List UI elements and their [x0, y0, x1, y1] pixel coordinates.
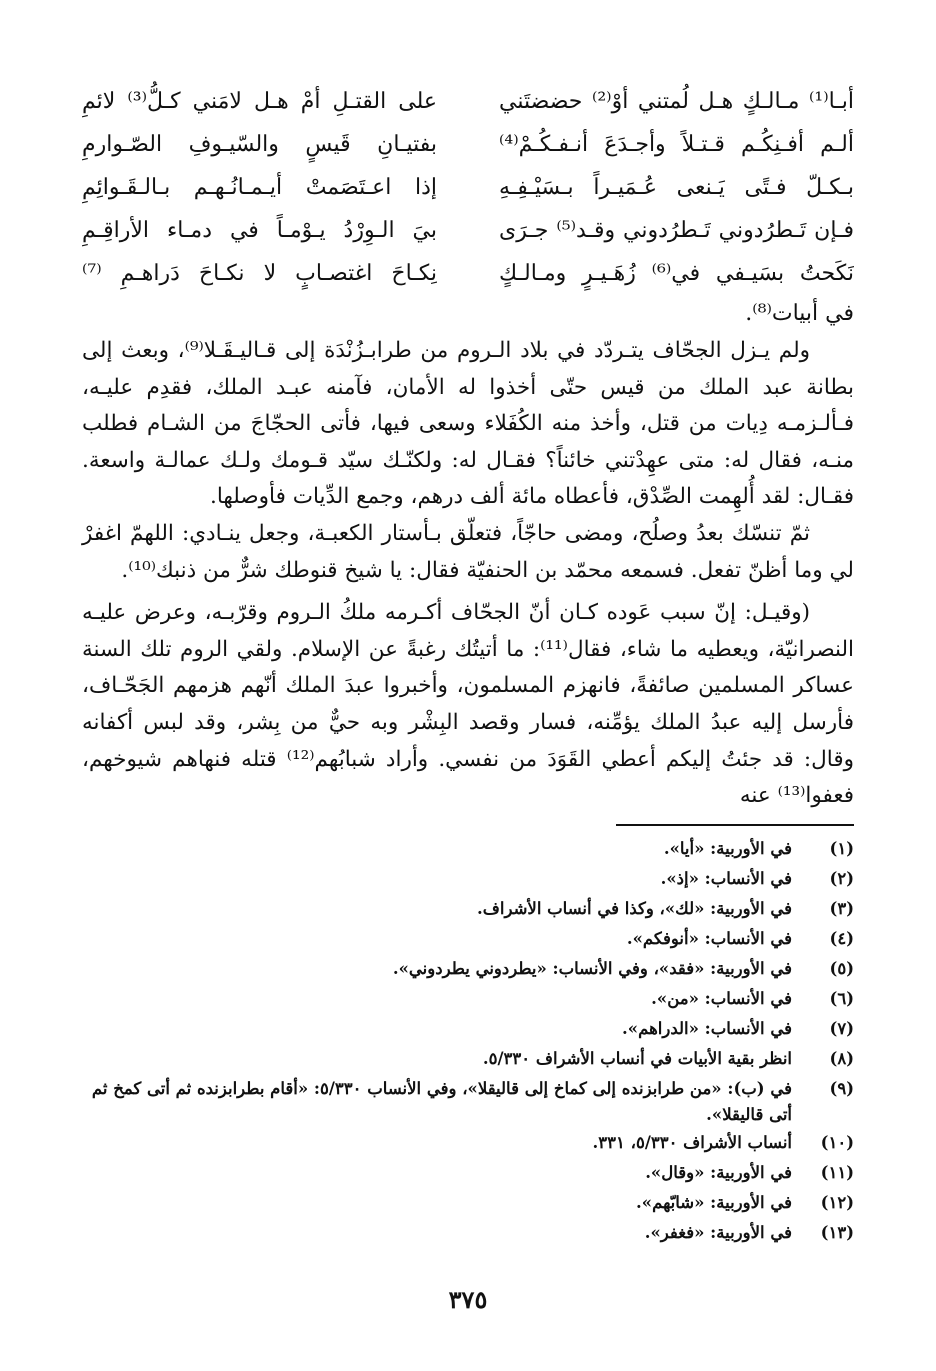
verse-2 [82, 123, 854, 166]
verse-3 [82, 166, 854, 209]
footnote-number: (٦) [829, 989, 854, 1008]
verse-first-hemistich: نَكَحتُ بسَيـفي في⁽⁶⁾ زُهَـيـرٍ ومـالـكٍ [499, 261, 854, 286]
footnote-7 [82, 1014, 854, 1044]
verse-second-hemistich: بيَ الـوِرْدُ يـوْمـاً في دمـاء الأراقِـمِ [82, 218, 437, 243]
footnote-number: (٢) [829, 869, 854, 888]
verse-second-hemistich: بفتيـانِ قَيسٍ والسّيـوفِ الصّـوارمِ [82, 132, 437, 157]
main-text [82, 80, 854, 815]
footnote-13 [82, 1218, 854, 1248]
footnote-number: (١) [829, 839, 854, 858]
footnote-number: (٧) [829, 1019, 854, 1038]
page-number: ٣٧٥ [448, 1285, 488, 1314]
footnote-number: (١٢) [820, 1193, 854, 1212]
verse-5 [82, 252, 854, 295]
footnote-text: في الأوربية: «لك»، وكذا في أنساب الأشراف. [477, 899, 792, 918]
footnote-text: في (ب): «من طرابزنده إلى كماخ إلى قاليقلا»، وفي الأنساب ٥/٣٣٠: «أقام بطرابزنده ثم أتى كمخ ثم أتى قاليقلا». [91, 1079, 792, 1124]
footnote-text: في الأوربية: «فغفر». [644, 1223, 792, 1242]
footnote-text: في الأنساب: «أنوفكم». [626, 929, 792, 948]
verse-tail-note: في أبيات⁽⁸⁾. [745, 301, 854, 326]
verse-first-hemistich: ألـم أفـنِكُـم قـتـلاً وأجـدَعَ أنـفـكُـمْ⁽⁴⁾ [499, 132, 854, 157]
verse-first-hemistich: بـكـلّ فـتًى يَـنعى عُـمَيـراً بـسَيْـفِـهِ [499, 175, 854, 200]
footnote-12 [82, 1188, 854, 1218]
footnote-10 [82, 1128, 854, 1158]
footnote-3 [82, 894, 854, 924]
footnote-number: (٨) [829, 1049, 854, 1068]
footnote-text: انظر بقية الأبيات في أنساب الأشراف ٥/٣٣٠. [482, 1049, 792, 1068]
footnote-text: في الأوربية: «شابّهم». [636, 1193, 792, 1212]
poem-verses [82, 80, 854, 333]
verse-1 [82, 80, 854, 123]
footnote-number: (١٣) [820, 1223, 854, 1242]
footnote-text: في الأوربية: «فقد»، وفي الأنساب: «يطردوني يطردوني». [392, 959, 792, 978]
footnote-text: في الأنساب: «إذ». [660, 869, 792, 888]
footnote-11 [82, 1158, 854, 1188]
paragraph-2: ثمّ تنسّك بعدُ وصلُح، ومضى حاجّاً، فتعلّق بـأستار الكعبـة، وجعل ينـادي: اللهمّ اغفرْ لي وما أظنّ تفعل. فسمعه محمّد بن الحنفيّة فقال: يا شيخ قنوطك شرٌّ من ذنبك⁽¹⁰⁾. [82, 520, 854, 583]
footnote-number: (٣) [829, 899, 854, 918]
footnote-2 [82, 864, 854, 894]
paragraph-3: (وقيـل: إنّ سبب عَوده كـان أنّ الجحّاف أكـرمه ملكُ الـروم وقرّبـه، وعرض عليـه النصرانيّة، ويعطيه ما شاء، فقال⁽¹¹⁾: ما أتيتُك رغبةً عن الإسلام. ولقي الروم تلك السنة عساكر المسلمين صائفةً، فانهزم المسلمون، وأخبروا عبدَ الملك أنّهم هزمهم الجَحّـاف، فأرسل إليه عبدُ الملك يؤمِّنه، فسار وقصد البِشْر وبه حيٌّ من بِشر، وقد لبس أكفانه وقال: قد جئتُ إليكم أعطي القَوَدَ من نفسي. وأراد شبابُهم⁽¹²⁾ قتله فنهاهم شيوخهم، فعفوا⁽¹³⁾ عنه [82, 600, 855, 809]
footnote-8 [82, 1044, 854, 1074]
footnote-6 [82, 984, 854, 1014]
footnote-text: في الأوربية: «أيا». [663, 839, 792, 858]
verse-second-hemistich: نِكـاحَ اغتصـابٍ لا نكـاحَ دَراهـمِ ⁽⁷⁾ [82, 261, 437, 286]
verse-second-hemistich: إذا اعـتَصَمتْ أيـمـانُـهـم بـالـقَـوائِمِ [82, 175, 437, 200]
footnote-4 [82, 924, 854, 954]
footnote-number: (٥) [829, 959, 854, 978]
verse-first-hemistich: أبـا⁽¹⁾ مـالـكٍ هـل لُمتني أوْ⁽²⁾ حضضتَني [499, 89, 854, 114]
paragraph-1: ولم يـزل الجحّاف يتـردّد في بلاد الـروم من طرابـزُنْدَة إلى قـاليـقَـلا⁽⁹⁾، وبعث إلى بطانة عبد الملك من قيس حتّى أخذوا له الأمان، فآمنه عبـد الملك، فقدِم عليـه، فـألـزمـه دِيات من قتل، وأخذ منه الكُفَلاء وسعى فيها، فأتى الحجّاجَ من الشـام فطلب منـه، فقال له: متى عهِدْتني خائناً؟ فقـال له: ولكنّـك سيّد قـومك ولـك عمالـة واسعة. فقـال: لقد أُلهِمت الصِّدْق، فأعطاه مائة ألف درهم، وجمع الدِّيات فأوصلها. [82, 338, 854, 510]
footnote-text: في الأنساب: «الدراهم». [622, 1019, 792, 1038]
footnote-text: في الأوربية: «وقال». [645, 1163, 792, 1182]
footnote-1 [82, 834, 854, 864]
verse-first-hemistich: فـإن تَـطرُدوني تَـطرُدوني وقـد⁽⁵⁾ جـرَى [499, 218, 854, 243]
footnote-text: في الأنساب: «من». [651, 989, 792, 1008]
verse-second-hemistich: على القتـلِ أمْ هـل لامَني كـلُّ⁽³⁾ لائمِ [82, 89, 437, 114]
footnote-number: (١٠) [820, 1133, 854, 1152]
footnote-number: (٩) [829, 1079, 854, 1098]
footnote-number: (١١) [820, 1163, 854, 1182]
footnote-number: (٤) [829, 929, 854, 948]
footnote-text: أنساب الأشراف ٥/٣٣٠، ٣٣١. [592, 1133, 792, 1152]
verse-4 [82, 209, 854, 252]
footnote-divider [616, 824, 854, 826]
footnote-5 [82, 954, 854, 984]
footnote-9 [82, 1074, 854, 1128]
footnotes [82, 834, 854, 1248]
